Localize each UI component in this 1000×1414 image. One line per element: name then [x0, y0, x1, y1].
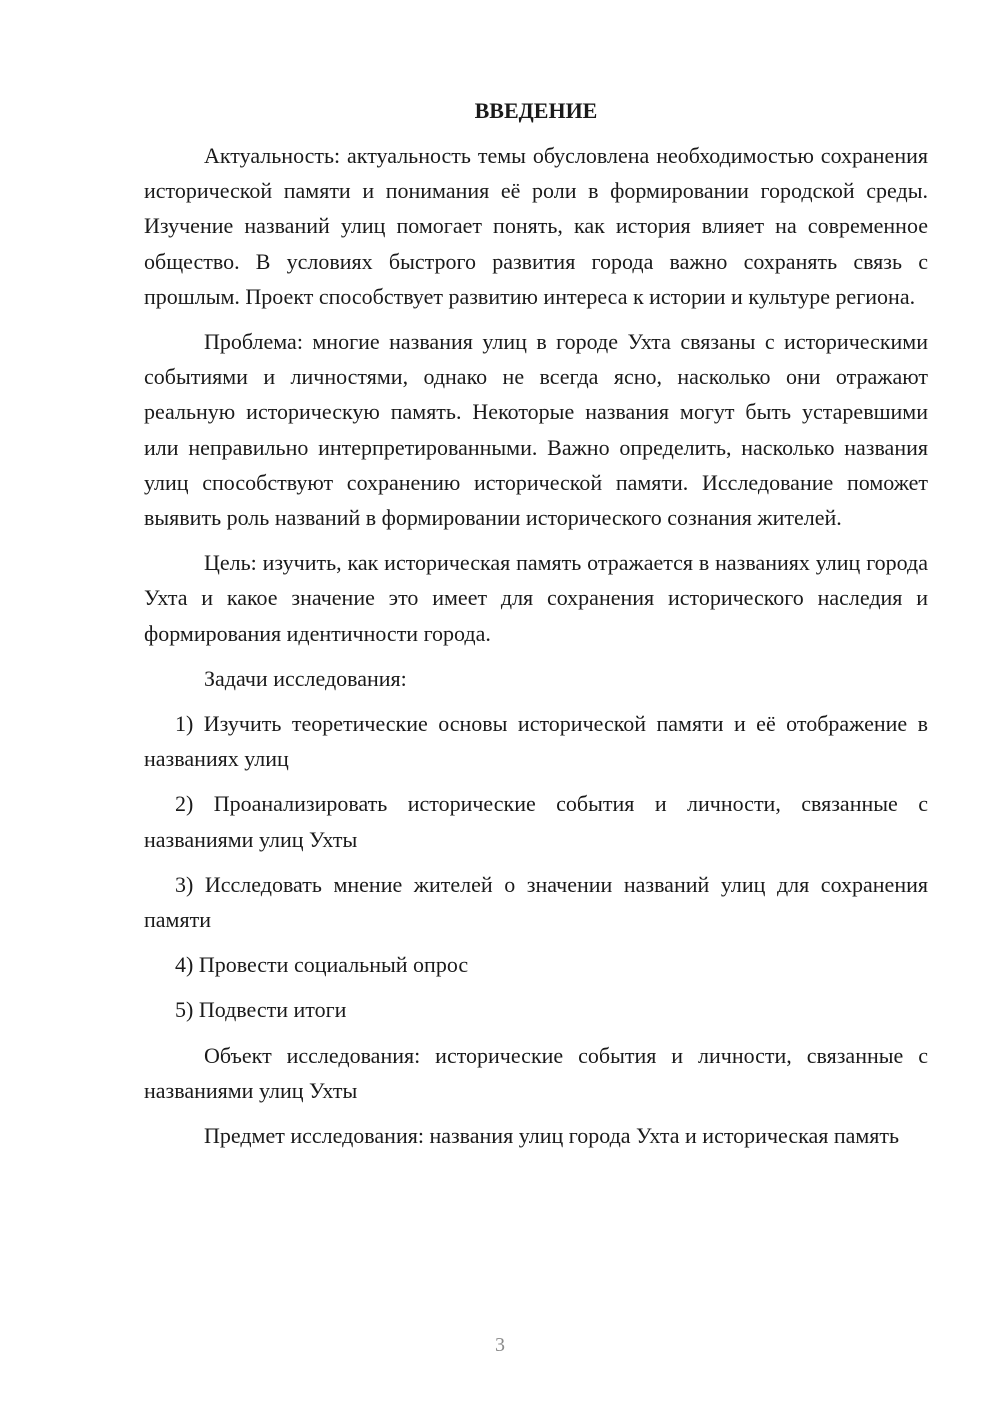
page-content: [144, 96, 928, 1163]
object-paragraph: Объект исследования: исторические события и личности, связанные с названиями улиц Ухты: [144, 1042, 928, 1103]
relevance-paragraph: Актуальность: актуальность темы обусловлена необходимостью сохранения исторической памяти и понимания её роли в формировании городской среды. Изучение названий улиц помогает понять, как история влияет на современное общество. В условиях быстрого развития города важно сохранять связь с прошлым. Проект способствует развитию интереса к истории и культуре региона.: [144, 143, 928, 309]
subject-paragraph: Предмет исследования: названия улиц города Ухта и историческая память: [204, 1123, 900, 1149]
tasks-heading: Задачи исследования:: [204, 665, 407, 691]
list-item: 2) Проанализировать исторические события и личности, связанные с названиями улиц Ухты: [144, 791, 928, 852]
tasks-list: [144, 706, 928, 1028]
section-title: ВВЕДЕНИЕ: [474, 98, 598, 123]
list-item: 5) Подвести итоги: [175, 997, 347, 1023]
list-item: 3) Исследовать мнение жителей о значении названий улиц для сохранения памяти: [144, 871, 928, 933]
list-item: 4) Провести социальный опрос: [175, 952, 469, 978]
goal-paragraph: Цель: изучить, как историческая память отражается в названиях улиц города Ухта и какое значение это имеет для сохранения исторического наследия и формирования идентичности города.: [144, 550, 928, 646]
page-number: 3: [495, 1334, 505, 1356]
list-item: 1) Изучить теоретические основы исторической памяти и её отображение в названиях улиц: [144, 711, 928, 772]
problem-paragraph: Проблема: многие названия улиц в городе Ухта связаны с историческими событиями и личностями, однако не всегда ясно, насколько они отражают реальную историческую память. Некоторые названия могут быть устаревшими или неправильно интерпретированными. Важно определить, насколько названия улиц способствуют сохранению исторической памяти. Исследование поможет выявить роль названий в формировании исторического сознания жителей.: [144, 329, 928, 531]
